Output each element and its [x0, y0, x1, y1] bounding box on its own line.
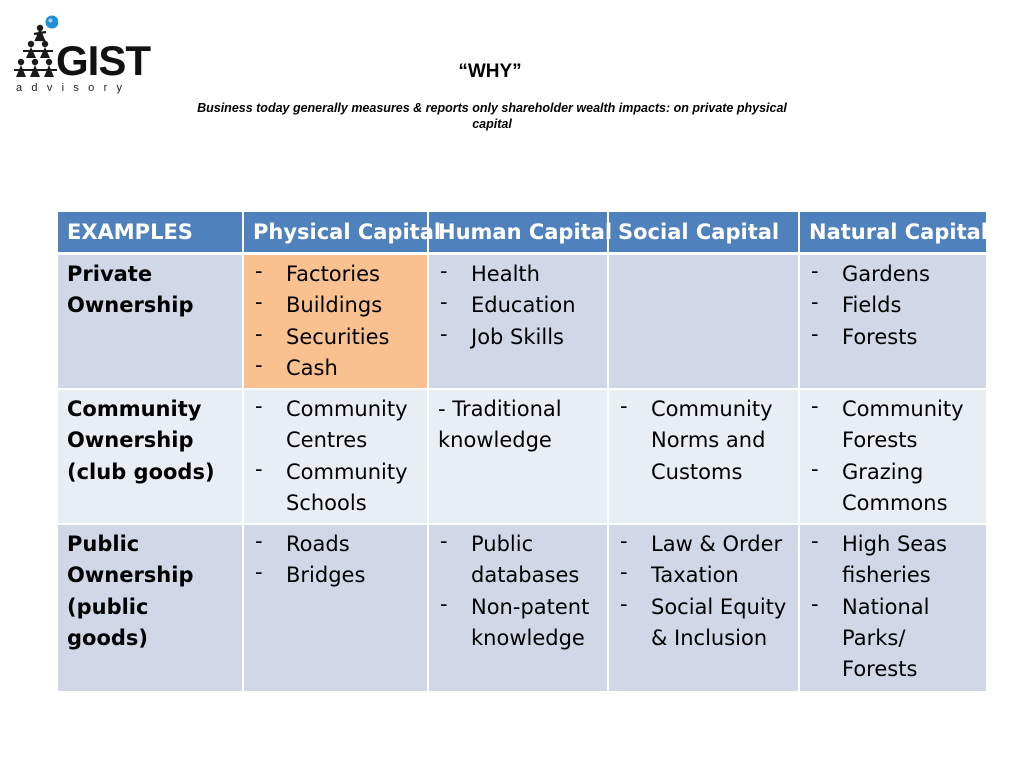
list-item: - Community Schools [255, 456, 408, 515]
list-item: - Factories [255, 259, 380, 286]
cell-public-physical [244, 525, 429, 691]
list-item: - Social Equity & Inclusion [620, 591, 787, 650]
list-item: - Law & Order [620, 529, 783, 556]
row-header-public-ownership: Public Ownership (public goods) [58, 525, 244, 691]
list-item: - Securities [255, 321, 390, 349]
cell-private-physical [244, 255, 429, 390]
list-item: - Gardens [811, 259, 930, 286]
list-item: - Education [440, 290, 576, 318]
column-header-examples: EXAMPLES [58, 212, 244, 255]
list-item: - Buildings [255, 290, 383, 318]
list-item: - Bridges [255, 560, 366, 588]
list-item: - Community Centres [255, 394, 408, 453]
column-header-physical-capital: Physical Capital [244, 212, 429, 255]
cell-public-natural [800, 525, 986, 691]
column-header-human-capital: Human Capital [429, 212, 609, 255]
cell-community-human [429, 390, 609, 525]
capital-ownership-table [58, 212, 986, 691]
list-item: - Cash [255, 352, 338, 380]
table-row-private-ownership [58, 255, 986, 390]
gist-advisory-logo [14, 14, 154, 98]
table-row-public-ownership [58, 525, 986, 691]
list-item: - Community Norms and Customs [620, 394, 773, 484]
slide-subtitle: Business today generally measures & reports only shareholder wealth impacts: on private physical capital [197, 101, 787, 131]
row-header-private-ownership: Private Ownership [58, 255, 244, 390]
row-header-community-ownership: Community Ownership (club goods) [58, 390, 244, 525]
cell-private-human [429, 255, 609, 390]
list-item: - Community Forests [811, 394, 964, 453]
list-item: - National Parks/ Forests [811, 591, 930, 682]
cell-private-social [609, 255, 800, 390]
cell-community-natural [800, 390, 986, 525]
people-pyramid-icon [14, 14, 58, 82]
cell-public-social [609, 525, 800, 691]
logo-tagline: advisory [16, 82, 132, 94]
column-header-natural-capital: Natural Capital [800, 212, 986, 255]
cell-text: - Traditional knowledge [438, 397, 562, 453]
list-item: - High Seas fisheries [811, 529, 947, 588]
list-item: - Non-patent knowledge [440, 591, 590, 650]
slide-title: “WHY” [458, 61, 522, 82]
list-item: - Taxation [620, 560, 739, 588]
list-item: - Roads [255, 529, 350, 556]
list-item: - Grazing Commons [811, 456, 948, 515]
cell-community-physical [244, 390, 429, 525]
cell-public-human [429, 525, 609, 691]
cell-private-natural [800, 255, 986, 390]
cell-community-social [609, 390, 800, 525]
table-header-row [58, 212, 986, 255]
logo-wordmark: GIST [56, 37, 151, 84]
column-header-social-capital: Social Capital [609, 212, 800, 255]
table-row-community-ownership [58, 390, 986, 525]
list-item: - Job Skills [440, 321, 564, 349]
list-item: - Forests [811, 321, 918, 349]
list-item: - Fields [811, 290, 902, 318]
list-item: - Health [440, 259, 540, 286]
list-item: - Public databases [440, 529, 580, 588]
